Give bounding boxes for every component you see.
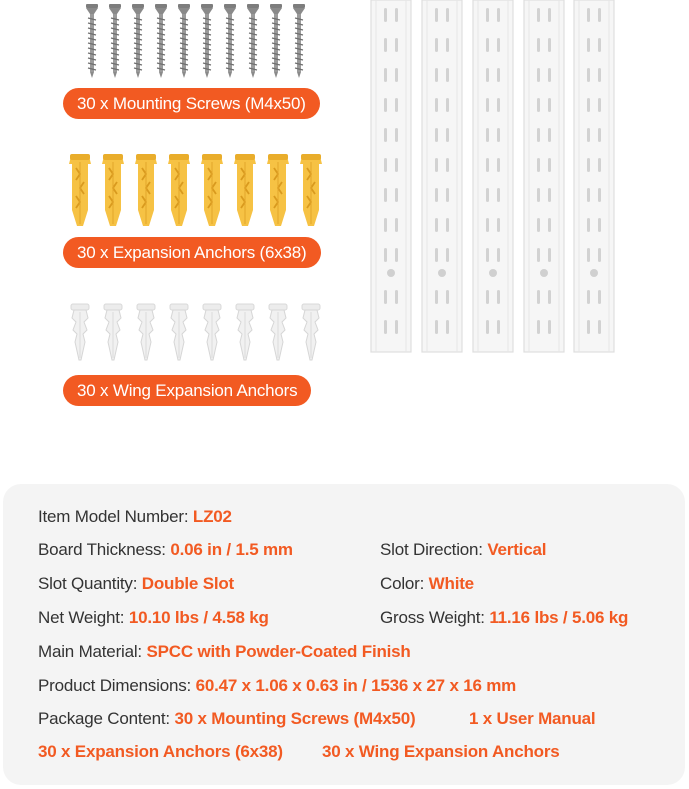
wing-anchors-row (62, 302, 332, 368)
expansion-anchor-icon (102, 154, 124, 226)
spec-value: 10.10 lbs / 4.58 kg (128, 608, 269, 627)
screw-icon (201, 4, 213, 78)
spec-package-manual (469, 709, 595, 729)
wing-anchor-icon (236, 304, 254, 360)
spec-material (38, 642, 411, 662)
screws-row (78, 4, 318, 80)
package-item: 30 x Mounting Screws (M4x50) (174, 709, 416, 728)
spec-label: Gross Weight: (380, 608, 490, 627)
spec-label: Slot Quantity: (38, 574, 142, 593)
screw-icon (270, 4, 282, 78)
wing-anchor-icon (104, 304, 122, 360)
wing-anchor-icon (203, 304, 221, 360)
spec-gross-weight (380, 608, 628, 628)
expansion-anchor-icon (135, 154, 157, 226)
slotted-rail-icon (422, 0, 462, 352)
expansion-anchor-icon (168, 154, 190, 226)
spec-package-line2b (322, 742, 560, 762)
spec-slot-quantity (38, 574, 234, 594)
spec-value: LZ02 (192, 507, 232, 526)
screw-icon (86, 4, 98, 78)
package-item: 30 x Wing Expansion Anchors (322, 742, 560, 761)
spec-label: Color: (380, 574, 429, 593)
rails-group (368, 0, 618, 356)
anchors-row (60, 150, 330, 230)
spec-label: Slot Direction: (380, 540, 488, 559)
wing-anchor-icon (302, 304, 320, 360)
wing-anchor-icon (170, 304, 188, 360)
spec-label: Board Thickness: (38, 540, 171, 559)
spec-thickness (38, 540, 293, 560)
spec-dimensions (38, 676, 516, 696)
spec-model (38, 507, 232, 527)
package-item: 30 x Expansion Anchors (6x38) (38, 742, 283, 761)
spec-value: SPCC with Powder-Coated Finish (146, 642, 411, 661)
spec-value: 60.47 x 1.06 x 0.63 in / 1536 x 27 x 16 mm (195, 676, 517, 695)
package-item: 1 x User Manual (469, 709, 596, 728)
screws-label: 30 x Mounting Screws (M4x50) (63, 88, 320, 119)
expansion-anchor-icon (69, 154, 91, 226)
expansion-anchor-icon (234, 154, 256, 226)
screw-icon (224, 4, 236, 78)
spec-label: Main Material: (38, 642, 147, 661)
spec-label: Net Weight: (38, 608, 129, 627)
screw-icon (247, 4, 259, 78)
spec-value: Vertical (487, 540, 547, 559)
spec-package-line2 (38, 742, 283, 762)
spec-label: Package Content: (38, 709, 175, 728)
spec-value: 11.16 lbs / 5.06 kg (489, 608, 629, 627)
screw-icon (178, 4, 190, 78)
specs-panel (3, 484, 685, 785)
slotted-rail-icon (524, 0, 564, 352)
spec-color (380, 574, 474, 594)
slotted-rail-icon (473, 0, 513, 352)
wing-anchor-icon (137, 304, 155, 360)
spec-label: Item Model Number: (38, 507, 193, 526)
screw-icon (155, 4, 167, 78)
expansion-anchor-icon (267, 154, 289, 226)
spec-value: White (428, 574, 474, 593)
wing-anchor-icon (269, 304, 287, 360)
wing-anchor-icon (71, 304, 89, 360)
spec-value: 0.06 in / 1.5 mm (170, 540, 293, 559)
spec-value: Double Slot (141, 574, 235, 593)
slotted-rail-icon (371, 0, 411, 352)
expansion-anchor-icon (201, 154, 223, 226)
anchors-label: 30 x Expansion Anchors (6x38) (63, 237, 321, 268)
wing-anchors-label: 30 x Wing Expansion Anchors (63, 375, 311, 406)
spec-label: Product Dimensions: (38, 676, 196, 695)
spec-slot-direction (380, 540, 546, 560)
screw-icon (109, 4, 121, 78)
slotted-rail-icon (574, 0, 614, 352)
screw-icon (132, 4, 144, 78)
screw-icon (293, 4, 305, 78)
expansion-anchor-icon (300, 154, 322, 226)
spec-package (38, 709, 415, 729)
spec-net-weight (38, 608, 269, 628)
